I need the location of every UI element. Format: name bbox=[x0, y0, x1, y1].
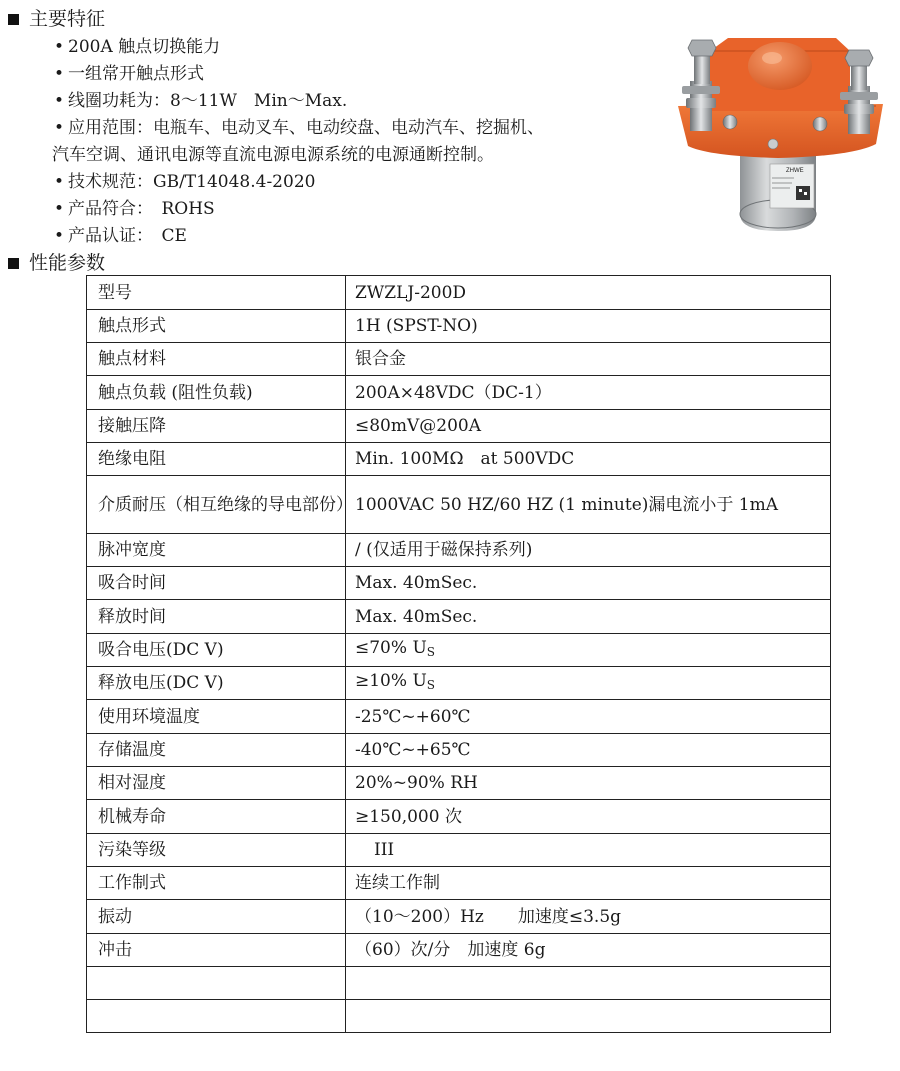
bullet-dot-icon: • bbox=[54, 172, 65, 192]
spec-value: ≤80mV@200A bbox=[346, 410, 831, 443]
spec-name: 污染等级 bbox=[87, 834, 346, 867]
spec-name: 型号 bbox=[87, 276, 346, 310]
feature-item: • 技术规范：GB/T14048.4-2020 bbox=[52, 169, 672, 196]
spec-name: 工作制式 bbox=[87, 867, 346, 900]
feature-item: • 线圈功耗为：8～11W Min～Max. bbox=[52, 88, 672, 115]
unit-subscript: S bbox=[426, 678, 435, 692]
table-row bbox=[87, 343, 831, 376]
table-row bbox=[87, 1000, 831, 1033]
feature-item: • 一组常开触点形式 bbox=[52, 61, 672, 88]
spec-value: Max. 40mSec. bbox=[346, 600, 831, 634]
table-row bbox=[87, 767, 831, 800]
spec-value: ≤70% $U_S$ bbox=[346, 634, 831, 667]
bullet-dot-icon: • bbox=[54, 199, 65, 219]
spec-name: 接触压降 bbox=[87, 410, 346, 443]
spec-value: 200A×48VDC（DC-1） bbox=[346, 376, 831, 410]
spec-value: ≥150,000 次 bbox=[346, 800, 831, 834]
spec-name: 触点形式 bbox=[87, 310, 346, 343]
spec-value: -25℃~+60℃ bbox=[346, 700, 831, 734]
table-row bbox=[87, 900, 831, 934]
table-row bbox=[87, 310, 831, 343]
feature-continuation: 汽车空调、通讯电源等直流电源电源系统的电源通断控制。 bbox=[52, 145, 494, 165]
feature-list bbox=[52, 34, 672, 250]
square-bullet-icon bbox=[8, 258, 19, 269]
spec-name: 绝缘电阻 bbox=[87, 443, 346, 476]
table-row bbox=[87, 443, 831, 476]
spec-name: 介质耐压（相互绝缘的导电部份） bbox=[87, 476, 346, 534]
spec-name: 相对湿度 bbox=[87, 767, 346, 800]
spec-value: Max. 40mSec. bbox=[346, 567, 831, 600]
spec-value: Min. 100MΩ at 500VDC bbox=[346, 443, 831, 476]
spec-name: 脉冲宽度 bbox=[87, 534, 346, 567]
params-heading bbox=[8, 252, 105, 274]
bullet-dot-icon: • bbox=[54, 91, 65, 111]
spec-value: ≥10% $U_S$ bbox=[346, 667, 831, 700]
feature-item: • 产品符合： ROHS bbox=[52, 196, 672, 223]
svg-text:ZHWE: ZHWE bbox=[786, 168, 804, 174]
spec-value: （60）次/分 加速度 6g bbox=[346, 934, 831, 967]
table-row bbox=[87, 376, 831, 410]
contactor-product-image bbox=[668, 26, 893, 241]
unit-symbol: U bbox=[412, 638, 427, 658]
spec-value: （10～200）Hz 加速度≤3.5g bbox=[346, 900, 831, 934]
spec-name: 释放电压(DC V) bbox=[87, 667, 346, 700]
table-row bbox=[87, 734, 831, 767]
table-row bbox=[87, 700, 831, 734]
table-row bbox=[87, 276, 831, 310]
spec-value: / (仅适用于磁保持系列) bbox=[346, 534, 831, 567]
table-row bbox=[87, 934, 831, 967]
spec-name: 触点负载 (阻性负载) bbox=[87, 376, 346, 410]
unit-symbol: U bbox=[412, 671, 427, 691]
bullet-dot-icon: • bbox=[54, 118, 65, 138]
spec-name bbox=[87, 967, 346, 1000]
spec-name: 触点材料 bbox=[87, 343, 346, 376]
table-row bbox=[87, 567, 831, 600]
feature-item: • 应用范围：电瓶车、电动叉车、电动绞盘、电动汽车、挖掘机、 汽车空调、通讯电源等直流电源电源系统的电源通断控制。 bbox=[52, 115, 672, 169]
bullet-dot-icon: • bbox=[54, 64, 65, 84]
square-bullet-icon bbox=[8, 14, 19, 25]
spec-value: 20%~90% RH bbox=[346, 767, 831, 800]
spec-value: ZWZLJ-200D bbox=[346, 276, 831, 310]
table-row bbox=[87, 967, 831, 1000]
spec-name: 振动 bbox=[87, 900, 346, 934]
spec-value: 1H (SPST-NO) bbox=[346, 310, 831, 343]
table-row bbox=[87, 667, 831, 700]
bullet-dot-icon: • bbox=[54, 226, 65, 246]
spec-value: -40℃~+65℃ bbox=[346, 734, 831, 767]
spec-value bbox=[346, 967, 831, 1000]
spec-table bbox=[86, 275, 831, 1033]
spec-name: 使用环境温度 bbox=[87, 700, 346, 734]
params-heading-text: 性能参数 bbox=[29, 252, 106, 274]
spec-value: 1000VAC 50 HZ/60 HZ (1 minute)漏电流小于 1mA bbox=[346, 476, 831, 534]
feature-item: • 200A 触点切换能力 bbox=[52, 34, 672, 61]
spec-name: 吸合电压(DC V) bbox=[87, 634, 346, 667]
table-row bbox=[87, 834, 831, 867]
spec-value: 连续工作制 bbox=[346, 867, 831, 900]
spec-value: 银合金 bbox=[346, 343, 831, 376]
table-row bbox=[87, 534, 831, 567]
table-row bbox=[87, 634, 831, 667]
spec-name: 吸合时间 bbox=[87, 567, 346, 600]
table-row bbox=[87, 410, 831, 443]
features-heading-text: 主要特征 bbox=[29, 8, 106, 30]
features-heading bbox=[8, 8, 105, 30]
spec-name: 机械寿命 bbox=[87, 800, 346, 834]
table-row bbox=[87, 867, 831, 900]
spec-name: 冲击 bbox=[87, 934, 346, 967]
table-row bbox=[87, 600, 831, 634]
table-row bbox=[87, 800, 831, 834]
bullet-dot-icon: • bbox=[54, 37, 65, 57]
spec-name: 释放时间 bbox=[87, 600, 346, 634]
unit-subscript: S bbox=[426, 645, 435, 659]
spec-name: 存储温度 bbox=[87, 734, 346, 767]
spec-name bbox=[87, 1000, 346, 1033]
table-row bbox=[87, 476, 831, 534]
spec-value: III bbox=[346, 834, 831, 867]
spec-value bbox=[346, 1000, 831, 1033]
feature-item: • 产品认证： CE bbox=[52, 223, 672, 250]
